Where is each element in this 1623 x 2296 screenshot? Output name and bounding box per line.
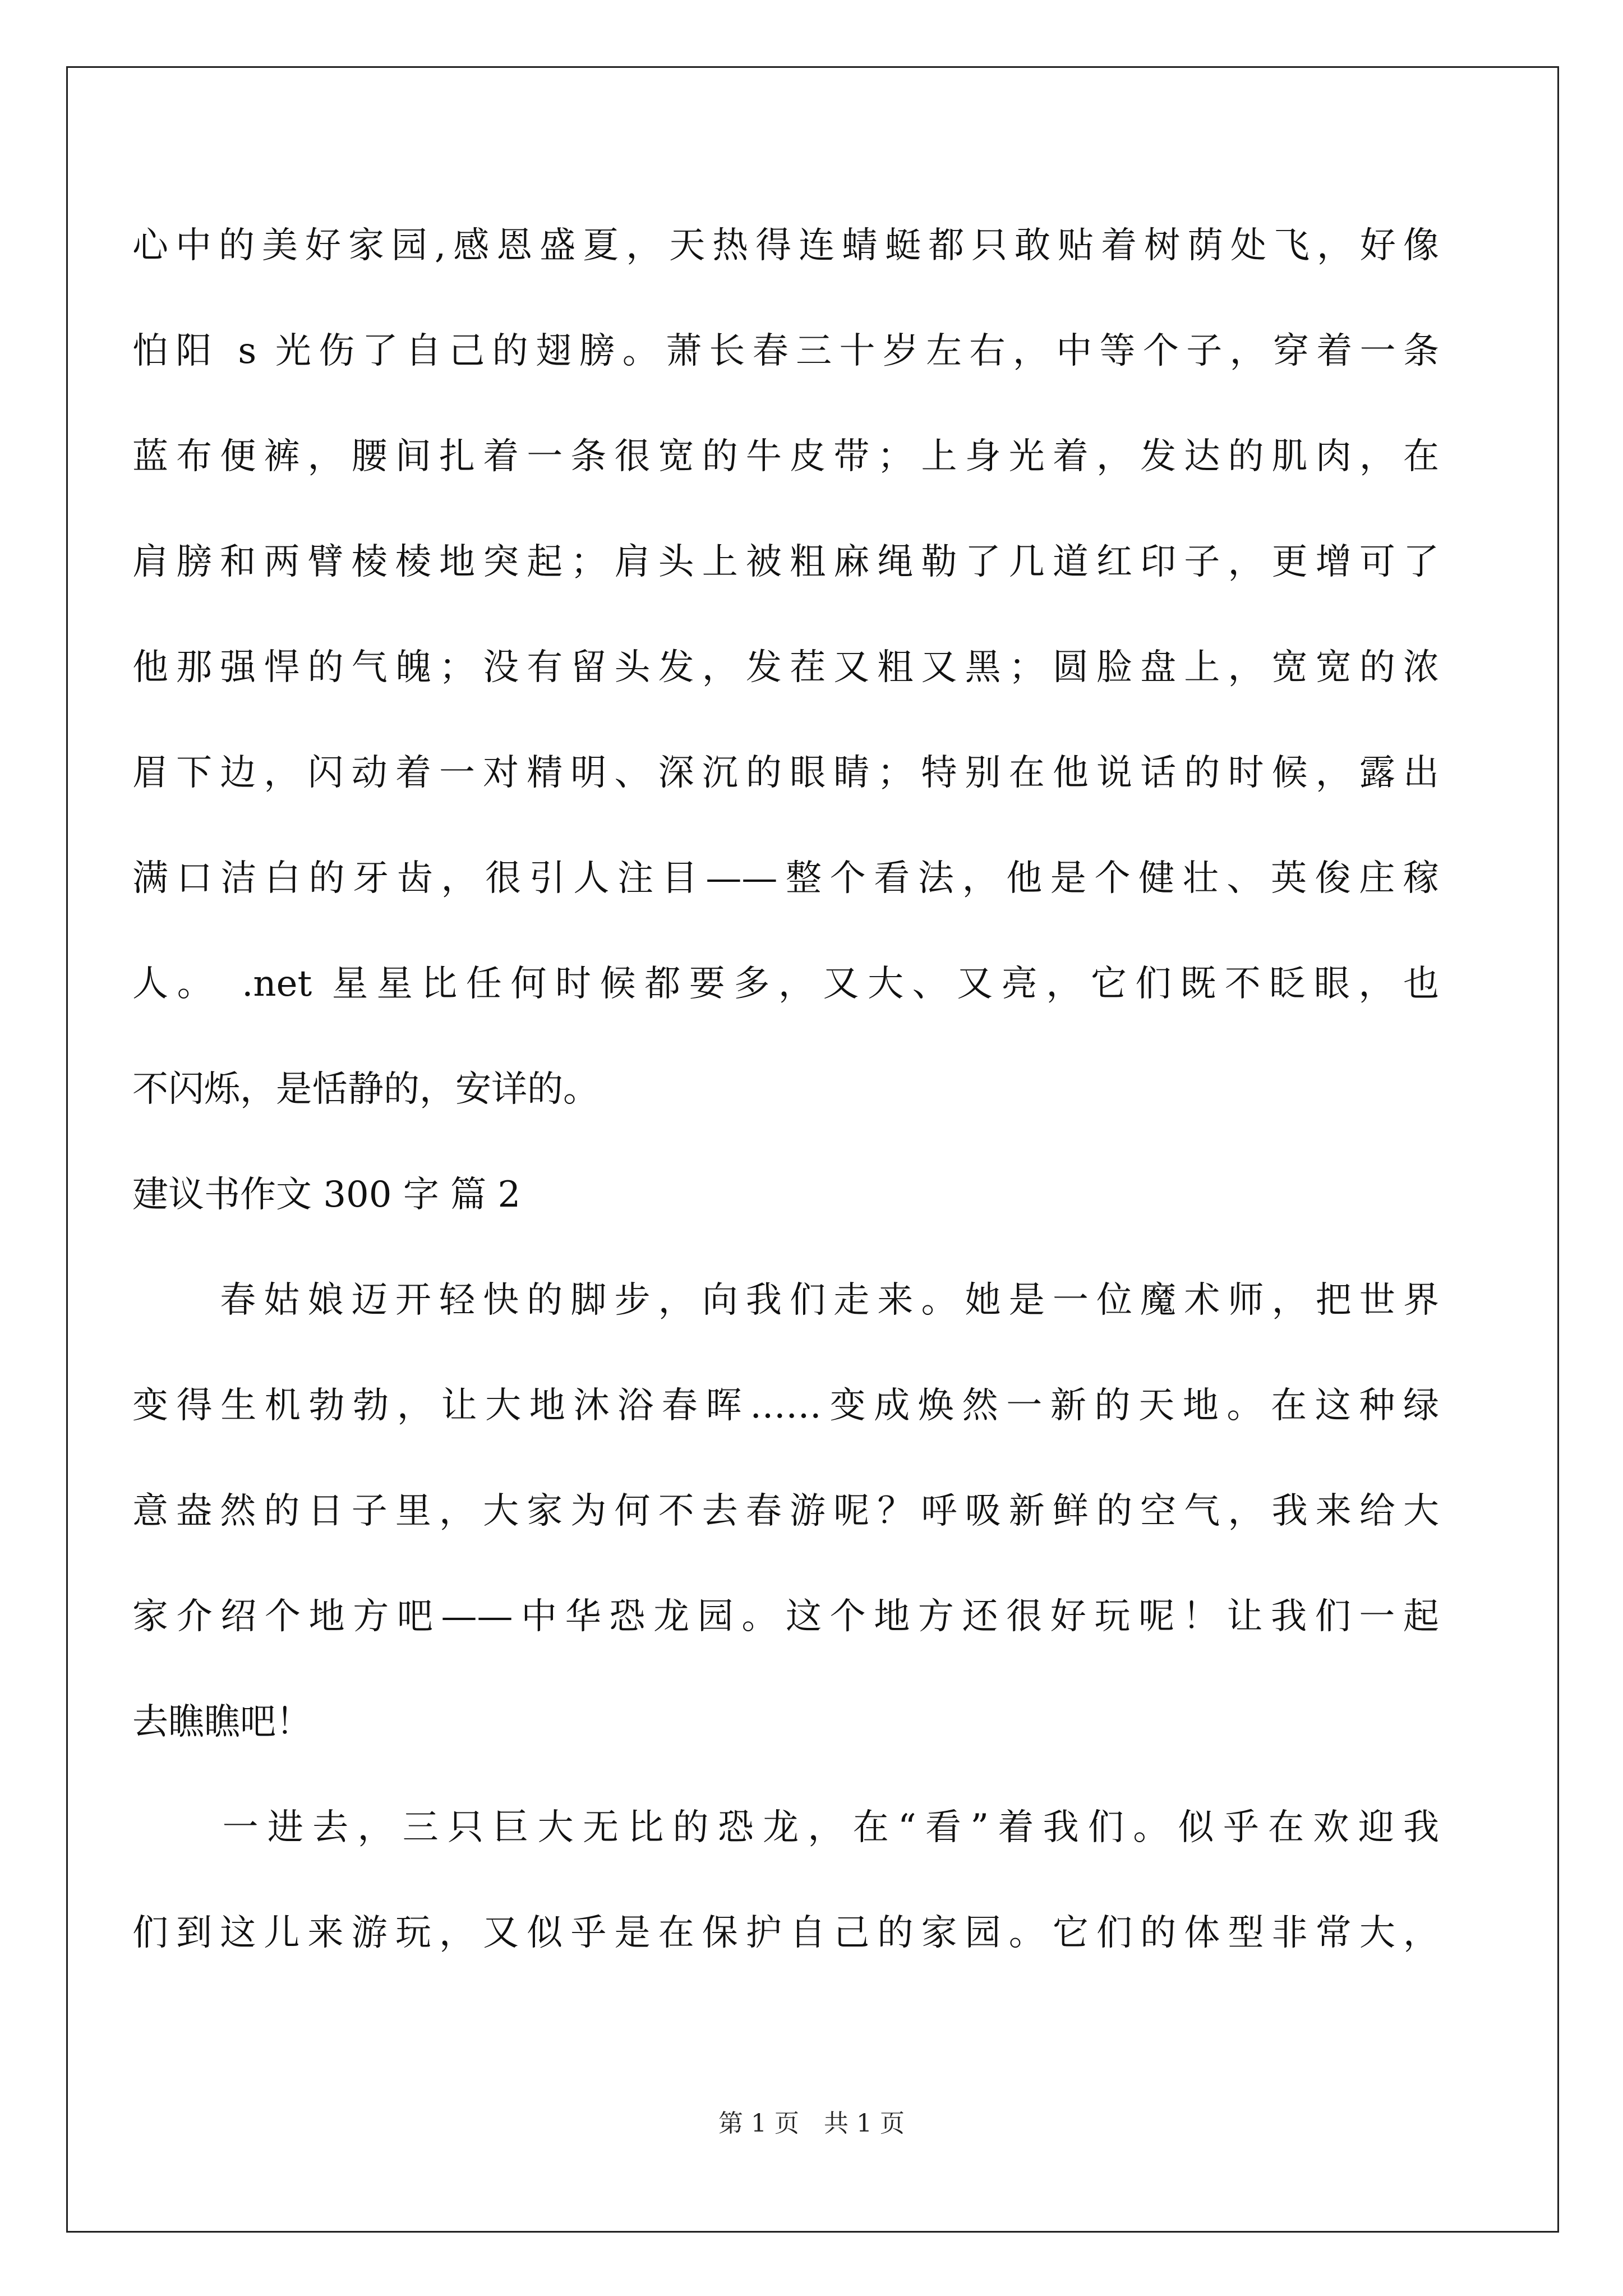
text-line: 去瞧瞧吧！: [132, 1701, 312, 1743]
text-line: 满口洁白的牙齿，很引人注目——整个看法，他是个健壮、英俊庄稼: [132, 858, 1439, 899]
text-line: 他那强悍的气魄；没有留头发，发茬又粗又黑；圆脸盘上，宽宽的浓: [132, 647, 1439, 688]
section-heading: 建议书作文 300 字 篇 2: [132, 1174, 521, 1216]
text-line: 蓝布便裤，腰间扎着一条很宽的牛皮带；上身光着，发达的肌肉，在: [132, 436, 1439, 477]
text-line: 意盎然的日子里，大家为何不去春游呢？呼吸新鲜的空气，我来给大: [132, 1490, 1439, 1532]
text-line: 人。 .net 星星比任何时候都要多，又大、又亮，它们既不眨眼，也: [132, 963, 1439, 1005]
text-line: 春姑娘迈开轻快的脚步，向我们走来。她是一位魔术师，把世界: [132, 1280, 1439, 1321]
text-line: 怕阳 s 光伤了自己的翅膀。萧长春三十岁左右，中等个子，穿着一条: [132, 330, 1439, 372]
page-number-footer: 第 1 页 共 1 页: [718, 2109, 905, 2138]
text-line: 不闪烁，是恬静的，安详的。: [132, 1069, 599, 1110]
text-line: 们到这儿来游玩，又似乎是在保护自己的家园。它们的体型非常大，: [132, 1912, 1439, 1954]
text-line: 肩膀和两臂棱棱地突起；肩头上被粗麻绳勒了几道红印子，更增可了: [132, 541, 1439, 583]
text-line: 家介绍个地方吧——中华恐龙园。这个地方还很好玩呢！让我们一起: [132, 1596, 1439, 1637]
text-line: 心中的美好家园,感恩盛夏，天热得连蜻蜓都只敢贴着树荫处飞，好像: [132, 225, 1439, 266]
text-line: 一进去，三只巨大无比的恐龙，在“看”着我们。似乎在欢迎我: [132, 1807, 1439, 1848]
page-border: [66, 66, 1559, 2233]
text-line: 眉下边，闪动着一对精明、深沉的眼睛；特别在他说话的时候，露出: [132, 752, 1439, 794]
text-line: 变得生机勃勃，让大地沐浴春晖……变成焕然一新的天地。在这种绿: [132, 1385, 1439, 1427]
